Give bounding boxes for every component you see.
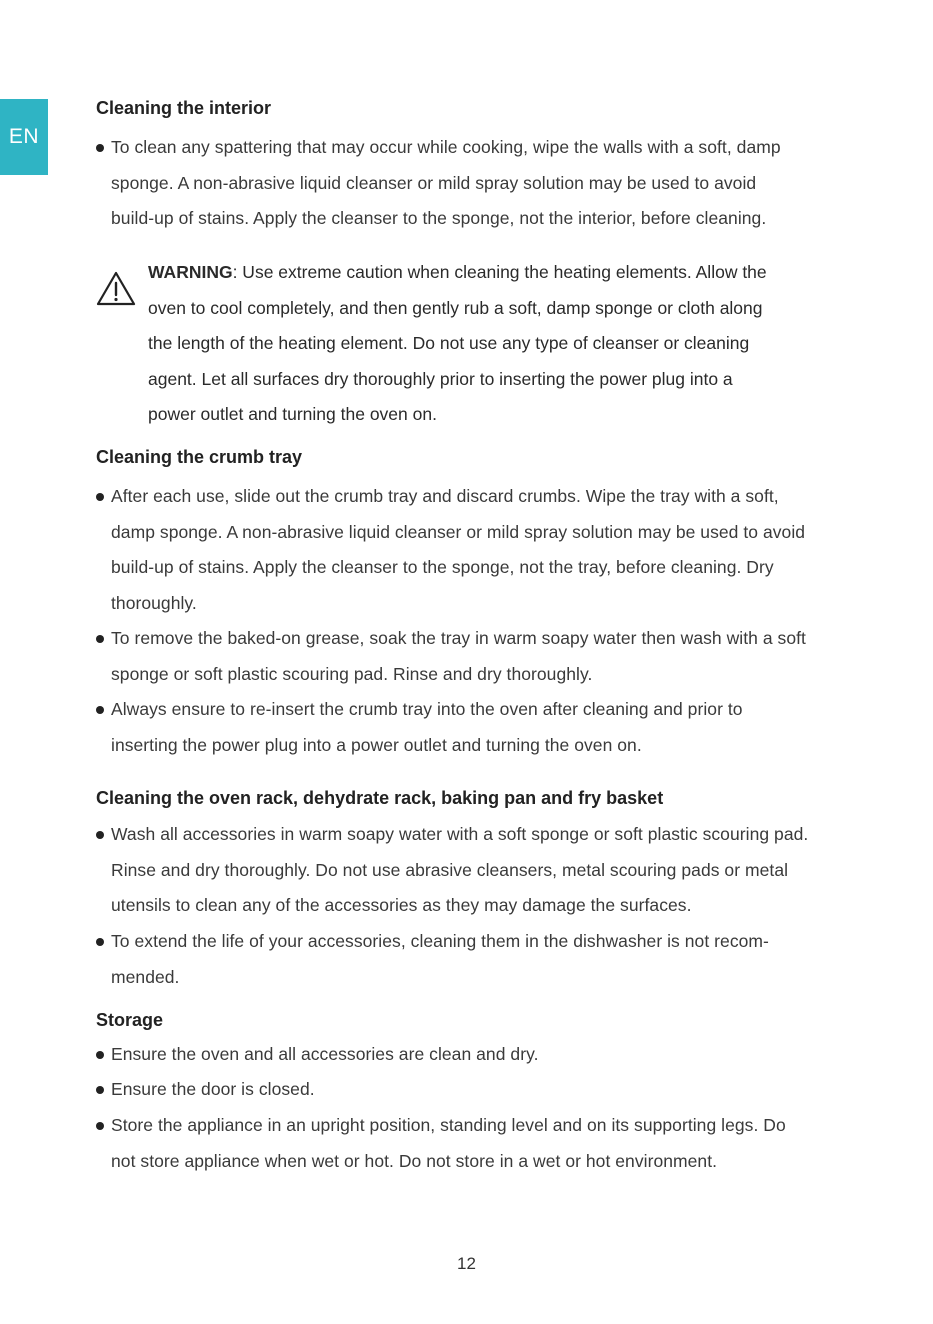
bullet-text	[111, 479, 838, 621]
bullet-text	[111, 1108, 838, 1179]
bullet-text	[111, 817, 838, 924]
heading-cleaning-accessories: Cleaning the oven rack, dehydrate rack, baking pan and fry basket	[96, 788, 664, 808]
warning-block	[96, 255, 838, 435]
text-line: thoroughly.	[111, 592, 197, 613]
list-item	[96, 479, 838, 623]
heading-cleaning-crumb-tray: Cleaning the crumb tray	[96, 447, 303, 467]
text-line: not store appliance when wet or hot. Do not store in a wet or hot environment.	[111, 1150, 718, 1171]
bullet-text	[111, 621, 838, 692]
list-item	[96, 817, 838, 925]
bullet-dot	[96, 144, 104, 152]
page-number: 12	[457, 1254, 476, 1273]
text-line: Store the appliance in an upright position, standing level and on its supporting legs. Do	[111, 1115, 786, 1135]
heading-cleaning-interior: Cleaning the interior	[96, 98, 272, 118]
text-line: mended.	[111, 966, 180, 987]
text-line: damp sponge. A non-abrasive liquid cleanser or mild spray solution may be used to avoid	[111, 521, 806, 542]
text-line: sponge. A non-abrasive liquid cleanser or mild spray solution may be used to avoid	[111, 172, 757, 193]
text-line: Ensure the oven and all accessories are clean and dry.	[111, 1044, 539, 1064]
warning-line: power outlet and turning the oven on.	[148, 404, 437, 424]
text-line: Rinse and dry thoroughly. Do not use abrasive cleansers, metal scouring pads or metal	[111, 859, 789, 880]
text-line: Ensure the door is closed.	[111, 1079, 315, 1099]
bullet-dot	[96, 1122, 104, 1130]
warning-line: : Use extreme caution when cleaning the heating elements. Allow the	[232, 262, 767, 282]
warning-line: the length of the heating element. Do not use any type of cleanser or cleaning	[148, 333, 750, 353]
bullet-dot	[96, 831, 104, 839]
list-item	[96, 621, 838, 693]
warning-line: oven to cool completely, and then gently rub a soft, damp sponge or cloth along	[148, 297, 763, 318]
warning-triangle-icon	[96, 271, 136, 307]
text-line: Always ensure to re-insert the crumb tray into the oven after cleaning and prior to	[111, 699, 743, 719]
text-line: After each use, slide out the crumb tray and discard crumbs. Wipe the tray with a soft,	[111, 486, 779, 506]
warning-line: agent. Let all surfaces dry thoroughly prior to inserting the power plug into a	[148, 368, 733, 389]
bullet-text	[111, 692, 838, 763]
bullet-text	[111, 130, 838, 237]
list-item	[96, 1072, 838, 1108]
heading-storage: Storage	[96, 1010, 164, 1030]
bullet-dot	[96, 1086, 104, 1094]
bullet-text	[111, 924, 838, 995]
text-line: To extend the life of your accessories, cleaning them in the dishwasher is not recom-	[111, 931, 769, 951]
text-line: build-up of stains. Apply the cleanser to the sponge, not the interior, before cleaning.	[111, 208, 767, 228]
bullet-dot	[96, 493, 104, 501]
text-line: inserting the power plug into a power outlet and turning the oven on.	[111, 734, 642, 755]
bullet-text	[111, 1037, 838, 1073]
text-line: Wash all accessories in warm soapy water with a soft sponge or soft plastic scouring pad.	[111, 824, 809, 844]
text-line	[148, 255, 767, 291]
text-line: build-up of stains. Apply the cleanser to the sponge, not the tray, before cleaning. Dry	[111, 557, 774, 577]
warning-text	[148, 255, 767, 433]
language-tab: EN	[0, 99, 48, 175]
list-item	[96, 130, 838, 238]
text-line: utensils to clean any of the accessories as they may damage the surfaces.	[111, 895, 692, 915]
text-line: To clean any spattering that may occur while cooking, wipe the walls with a soft, damp	[111, 137, 781, 157]
list-item	[96, 692, 838, 764]
text-line: sponge or soft plastic scouring pad. Rinse and dry thoroughly.	[111, 663, 593, 684]
warning-label: WARNING	[148, 262, 233, 282]
list-item	[96, 1037, 838, 1073]
bullet-dot	[96, 938, 104, 946]
bullet-text	[111, 1072, 838, 1108]
list-item	[96, 1108, 838, 1180]
bullet-dot	[96, 635, 104, 643]
text-line: To remove the baked-on grease, soak the tray in warm soapy water then wash with a soft	[111, 628, 806, 648]
list-item	[96, 924, 838, 996]
bullet-dot	[96, 706, 104, 714]
bullet-dot	[96, 1051, 104, 1059]
